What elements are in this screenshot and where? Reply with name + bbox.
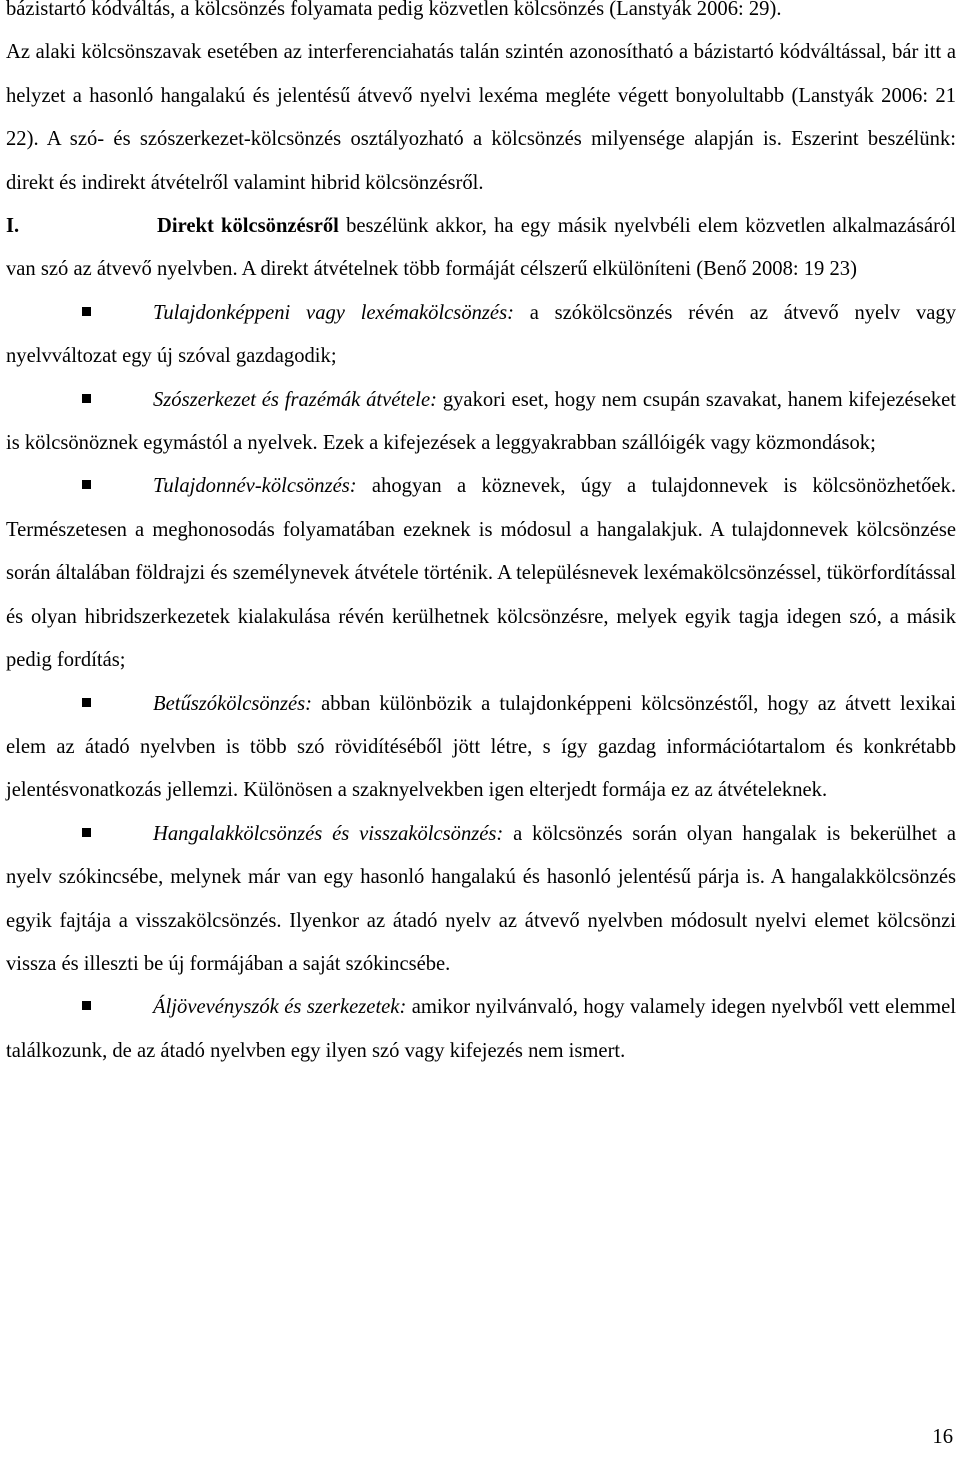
- bullet-term: Hangalakkölcsönzés és visszakölcsönzés:: [153, 822, 504, 845]
- paragraph-formal-loanwords: Az alaki kölcsönszavak esetében az interferenciahatás talán szintén azonosítható a bázistartó kódváltással, bár itt a helyzet a hasonló hangalakú és jelentésű átvevő nyelvi lexéma megléte végett bonyolultabb (Lanstyák 2006: 21 22). A szó- és szószerkezet-kölcsönzés osztályozható a kölcsönzés milyensége alapján is. Eszerint beszélünk: direkt és indirekt átvételről valamint hibrid kölcsönzésről.: [6, 41, 956, 194]
- paragraph-direct-borrowing: [6, 205, 956, 292]
- bullet-item-phrase: [6, 379, 956, 466]
- direct-borrowing-term: Direkt kölcsönzésről: [157, 215, 339, 238]
- section-numeral: I.: [6, 215, 20, 238]
- bullet-item-pseudo-loan: [6, 986, 956, 1073]
- bullet-term: Tulajdonnév-kölcsönzés:: [153, 475, 357, 498]
- square-bullet-icon: [82, 307, 91, 316]
- bullet-text: ahogyan a köznevek, úgy a tulajdonnevek is kölcsönözhetőek. Természetesen a meghonosodás folyamatában ezeknek is módosul a hangalakjuk. A tulajdonnevek kölcsönzése során általában földrajzi és személynevek átvétele történik. A településnevek lexémakölcsönzéssel, tükörfordítással és olyan hibridszerkezetek kialakulása révén kerülhetnek kölcsönzésre, melyek egyik tagja idegen szó, a másik pedig fordítás;: [6, 475, 956, 672]
- bullet-text: gyakori eset, hogy nem csupán szavakat, hanem kifejezéseket is kölcsönöznek egymástól a nyelvek. Ezek a kifejezések a leggyakrabban szállóigék vagy közmondások;: [6, 388, 956, 455]
- square-bullet-icon: [82, 394, 91, 403]
- bullet-text: abban különbözik a tulajdonképpeni kölcsönzéstől, hogy az átvett lexikai elem az átadó nyelvben is több szó rövidítéséből jött létre, s így gazdag információtartalom és konkrétabb jelentésvonatkozás jellemzi. Különösen a szaknyelvekben igen elterjedt formája ez az átvételeknek.: [6, 692, 956, 802]
- bullet-term: Áljövevényszók és szerkezetek:: [153, 996, 407, 1019]
- page-number: 16: [932, 1426, 953, 1448]
- paragraph-continuation: bázistartó kódváltás, a kölcsönzés folyamata pedig közvetlen kölcsönzés (Lanstyák 2006: 29).: [6, 0, 782, 20]
- bullet-text: a kölcsönzés során olyan hangalak is bekerülhet a nyelv szókincsébe, melynek már van egy hasonló hangalakú és hasonló jelentésű párja is. A hangalakkölcsönzés egyik fajtája a visszakölcsönzés. Ilyenkor az átadó nyelv az átvevő nyelvben módosult nyelvi elemet kölcsönzi vissza és illeszti be új formájában a saját szókincsébe.: [6, 822, 956, 975]
- bullet-item-lexeme: [6, 292, 956, 379]
- bullet-text: amikor nyilvánvaló, hogy valamely idegen nyelvből vett elemmel találkozunk, de az átadó nyelvben egy ilyen szó vagy kifejezés nem ismert.: [6, 996, 956, 1062]
- bullet-item-acronym: [6, 683, 956, 813]
- bullet-text: a szókölcsönzés révén az átvevő nyelv vagy nyelvváltozat egy új szóval gazdagodik;: [6, 301, 956, 368]
- square-bullet-icon: [82, 480, 91, 489]
- square-bullet-icon: [82, 1001, 91, 1010]
- bullet-term: Tulajdonképpeni vagy lexémakölcsönzés:: [153, 301, 514, 324]
- direct-borrowing-text: beszélünk akkor, ha egy másik nyelvbéli elem közvetlen alkalmazásáról van szó az átvevő nyelvben. A direkt átvételnek több formáját célszerű elkülöníteni (Benő 2008: 19 23): [6, 215, 956, 281]
- document-page: [6, 0, 956, 1073]
- square-bullet-icon: [82, 828, 91, 837]
- square-bullet-icon: [82, 698, 91, 707]
- bullet-term: Szószerkezet és frazémák átvétele:: [153, 388, 437, 411]
- bullet-item-sound-form: [6, 813, 956, 987]
- bullet-term: Betűszókölcsönzés:: [153, 692, 312, 715]
- bullet-item-proper-noun: [6, 465, 956, 682]
